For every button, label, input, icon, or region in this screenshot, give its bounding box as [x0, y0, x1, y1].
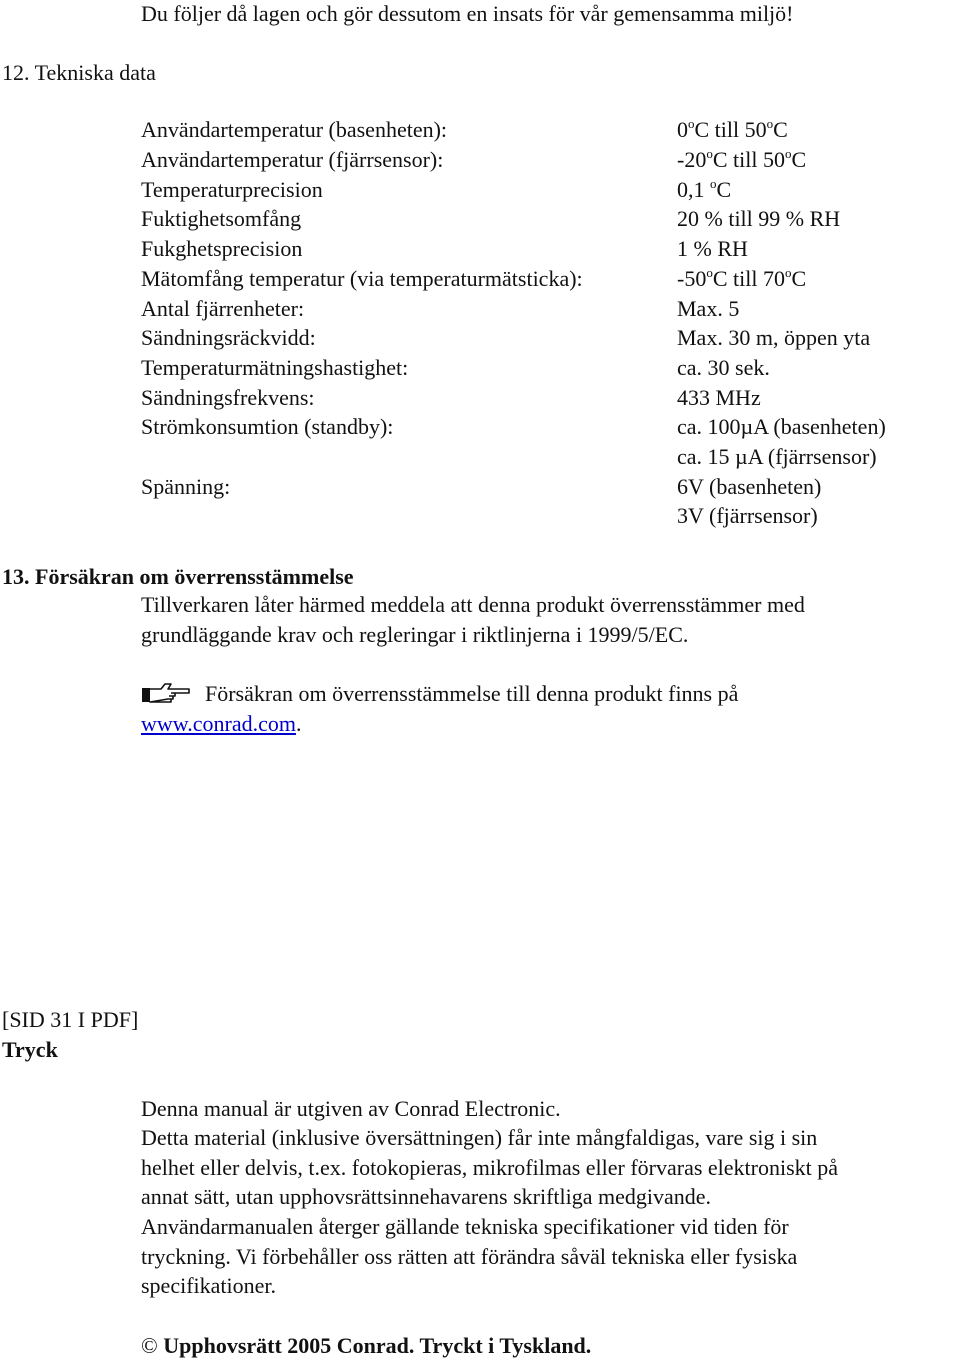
spec-value: 1 % RH — [677, 236, 748, 261]
imprint-line: specifikationer. — [141, 1273, 277, 1298]
spec-row — [141, 383, 941, 413]
spec-row — [141, 264, 941, 294]
spec-row — [141, 145, 941, 175]
spec-value: -20$^o$C till 50$^o$C — [677, 146, 807, 172]
section-13-heading: 13. Försäkran om överrensstämmelse — [2, 564, 354, 589]
spec-row — [141, 353, 941, 383]
spec-label: Temperaturprecision — [141, 177, 323, 202]
spec-label: Antal fjärrenheter: — [141, 296, 305, 321]
section-13-text-line: grundläggande krav och regleringar i riktlinjerna i 1999/5/EC. — [141, 622, 689, 647]
spec-value: 0$^o$C till 50$^o$C — [677, 116, 788, 142]
spec-row — [141, 323, 941, 353]
spec-value: 3V (fjärrsensor) — [677, 503, 818, 528]
spec-value: 433 MHz — [677, 385, 761, 410]
spec-label: Sändningsräckvidd: — [141, 325, 316, 350]
spec-value: Max. 30 m, öppen yta — [677, 325, 871, 350]
imprint-line: tryckning. Vi förbehåller oss rätten att förändra såväl tekniska eller fysiska — [141, 1244, 798, 1269]
spec-value: -50$^o$C till 70$^o$C — [677, 265, 807, 291]
link-period: . — [295, 711, 302, 736]
imprint-line: Användarmanualen återger gällande tekniska specifikationer vid tiden för — [141, 1214, 789, 1239]
spec-row — [141, 234, 941, 264]
spec-label: Användartemperatur (basenheten): — [141, 117, 448, 142]
conrad-website-link[interactable]: www.conrad.com — [141, 711, 296, 736]
spec-label: Mätomfång temperatur (via temperaturmätsticka): — [141, 266, 583, 291]
spec-value: ca. 15 µA (fjärrsensor) — [677, 444, 877, 469]
spec-label: Spänning: — [141, 474, 231, 499]
spec-value: ca. 100µA (basenheten) — [677, 414, 886, 439]
pointing-hand-icon — [141, 682, 191, 706]
section-12-heading: 12. Tekniska data — [2, 60, 156, 85]
copyright-text: Upphovsrätt 2005 Conrad. Tryckt i Tyskland. — [163, 1333, 592, 1358]
spec-label: Fuktighetsomfång — [141, 206, 302, 231]
imprint-line: annat sätt, utan upphovsrättsinnehavarens skriftliga medgivande. — [141, 1184, 712, 1209]
spec-label: Strömkonsumtion (standby): — [141, 414, 394, 439]
imprint-heading: Tryck — [2, 1037, 58, 1062]
spec-row — [141, 204, 941, 234]
spec-value: 0,1 $^o$C — [677, 176, 732, 202]
spec-label: Användartemperatur (fjärrsensor): — [141, 147, 444, 172]
spec-row — [141, 442, 941, 472]
spec-value: 6V (basenheten) — [677, 474, 822, 499]
imprint-line: helhet eller delvis, t.ex. fotokopieras, mikrofilmas eller förvaras elektroniskt på — [141, 1155, 839, 1180]
spec-value: ca. 30 sek. — [677, 355, 770, 380]
spec-value: 20 % till 99 % RH — [677, 206, 841, 231]
spec-row — [141, 115, 941, 145]
copyright-line — [141, 1331, 591, 1361]
declaration-link-line — [141, 709, 301, 739]
spec-label: Fukghetsprecision — [141, 236, 303, 261]
intro-line: Du följer då lagen och gör dessutom en insats för vår gemensamma miljö! — [141, 1, 794, 26]
spec-row — [141, 501, 941, 531]
spec-label: Temperaturmätningshastighet: — [141, 355, 409, 380]
spec-row — [141, 294, 941, 324]
imprint-line: Denna manual är utgiven av Conrad Electronic. — [141, 1096, 561, 1121]
declaration-note: Försäkran om överrensstämmelse till denna produkt finns på — [205, 681, 739, 706]
spec-value: Max. 5 — [677, 296, 740, 321]
sid-marker: [SID 31 I PDF] — [2, 1007, 139, 1032]
spec-row — [141, 472, 941, 502]
copyright-icon: © — [141, 1333, 158, 1358]
spec-row — [141, 412, 941, 442]
section-13-text-line: Tillverkaren låter härmed meddela att denna produkt överrensstämmer med — [141, 592, 805, 617]
spec-label: Sändningsfrekvens: — [141, 385, 315, 410]
spec-row — [141, 175, 941, 205]
imprint-line: Detta material (inklusive översättningen) får inte mångfaldigas, vare sig i sin — [141, 1125, 818, 1150]
